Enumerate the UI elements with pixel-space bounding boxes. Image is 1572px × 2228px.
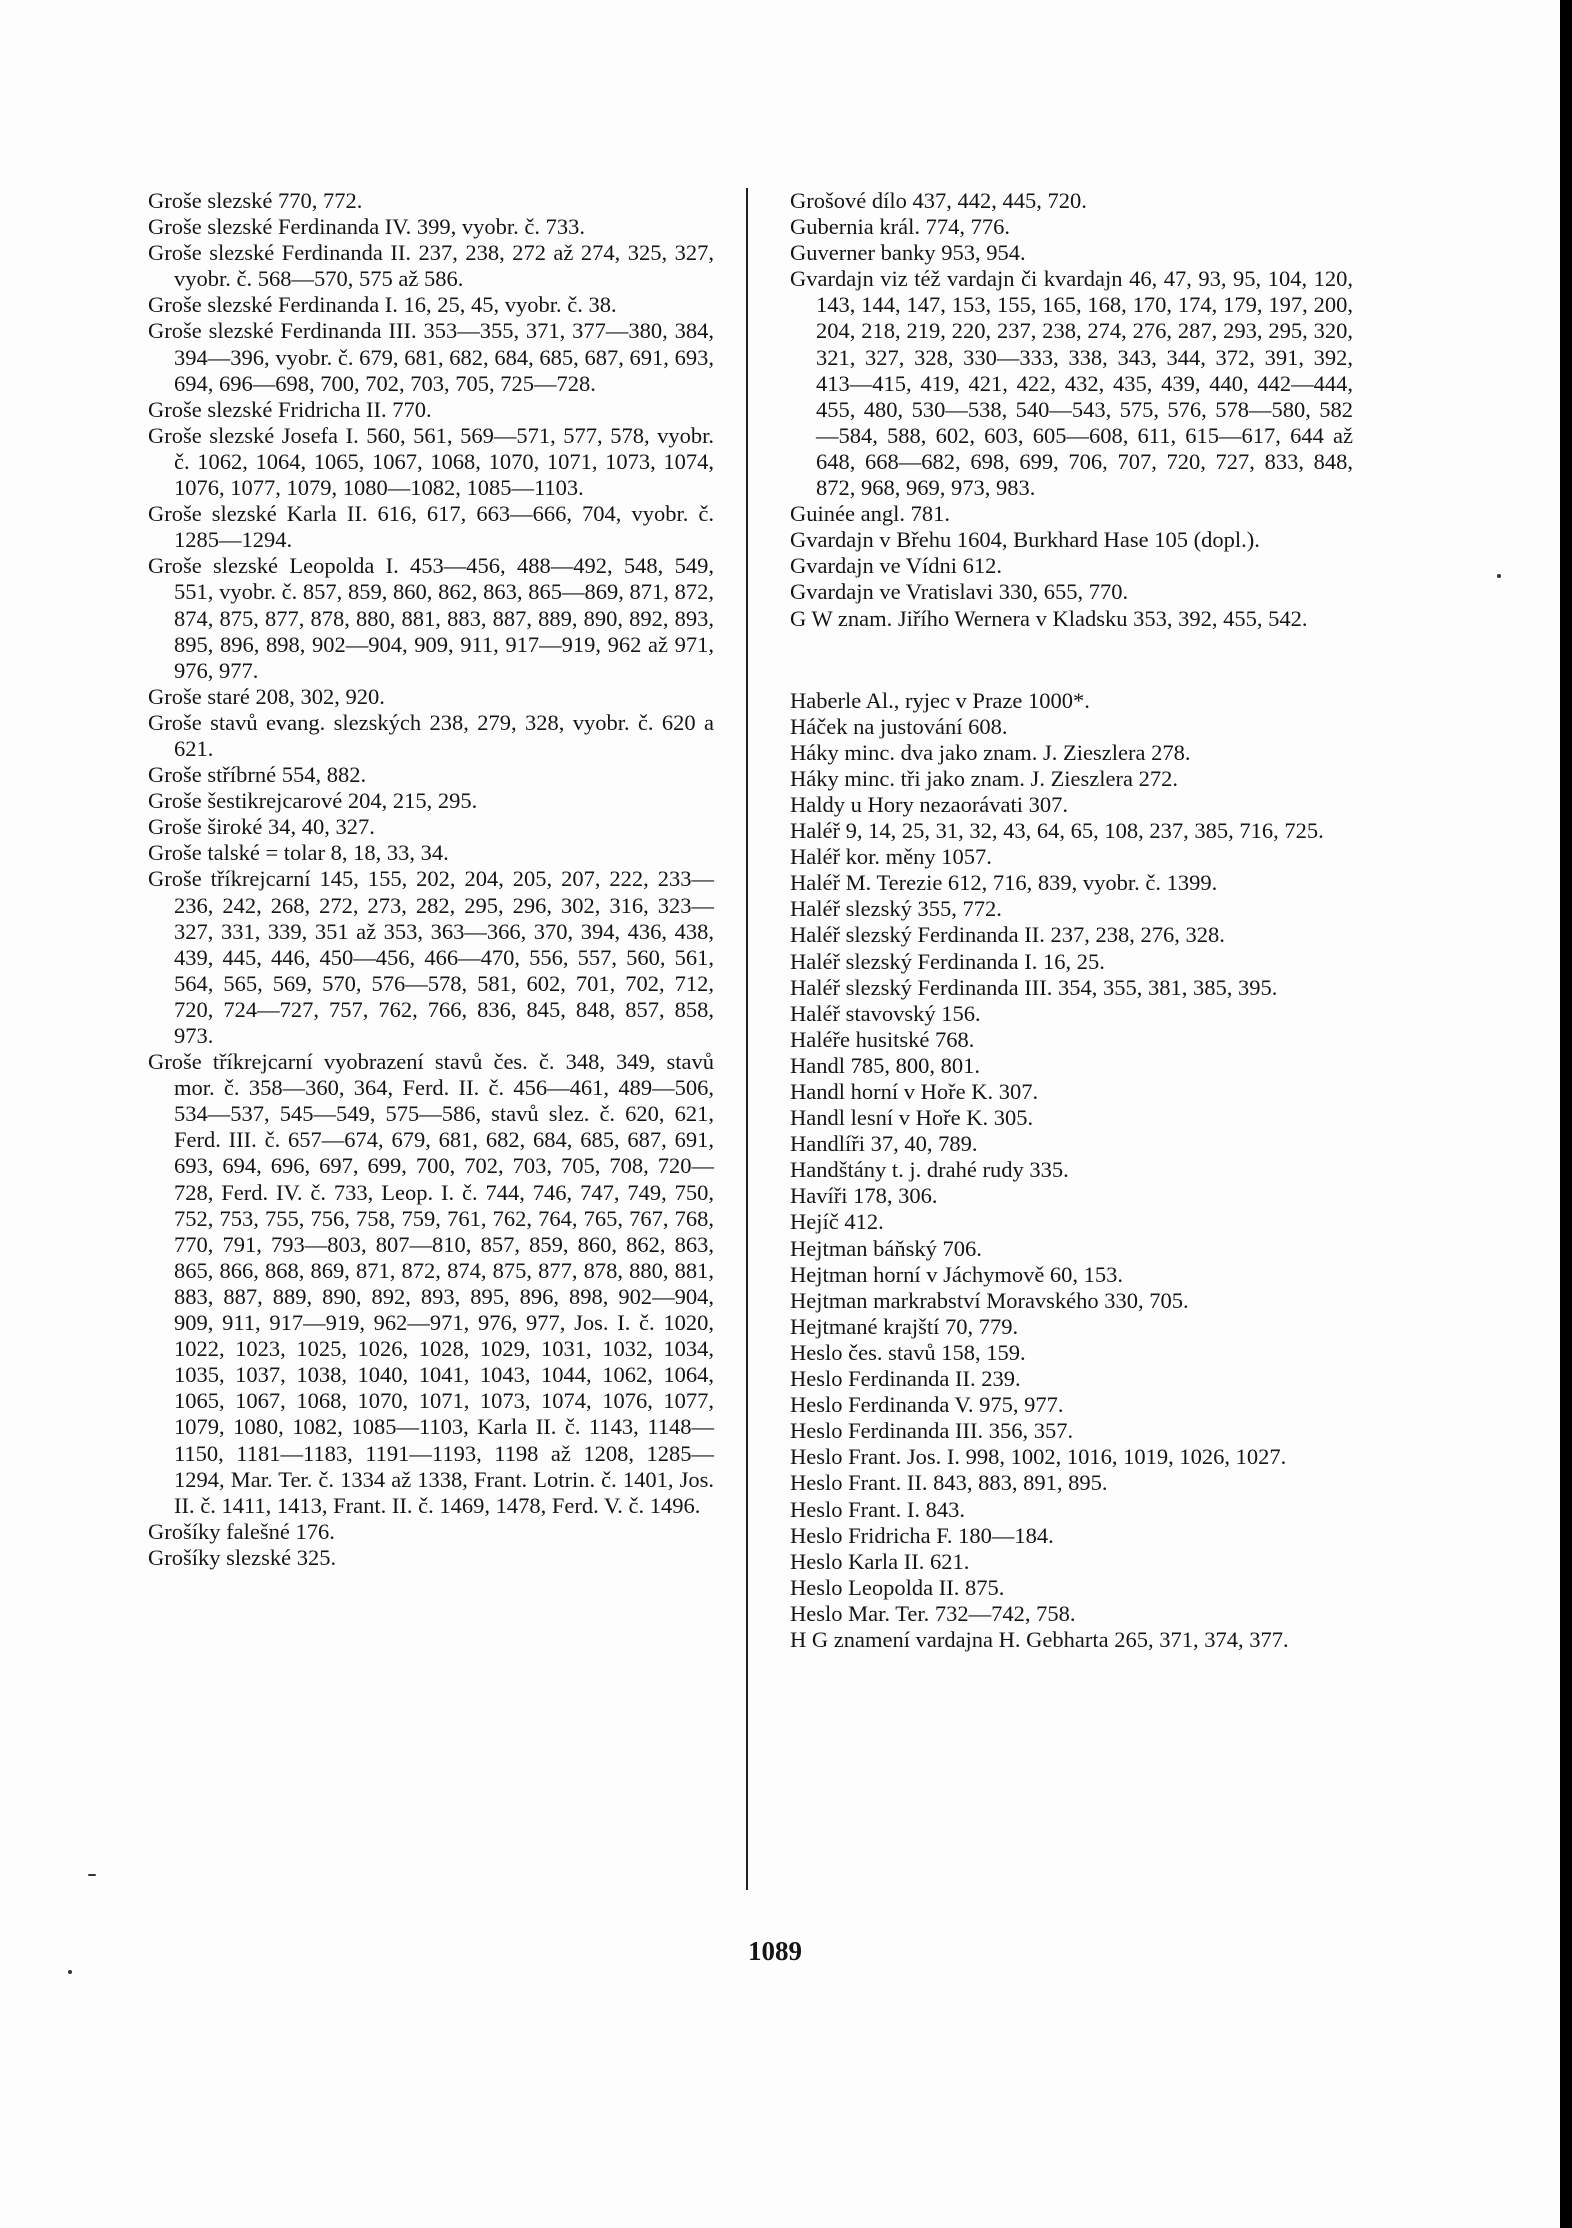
index-entry: Háky minc. tři jako znam. J. Zieszlera 272.	[790, 765, 1179, 791]
index-entry: Heslo Leopolda II. 875.	[790, 1574, 1005, 1600]
index-entry: Gvardajn viz též vardajn či kvardajn 46, 47, 93, 95, 104, 120, 143, 144, 147, 153, 155, 165, 168, 170, 174, 179, 197, 200, 204, 218, 219, 220, 237, 238, 274, 276, 287, 293, 295, 320, 321, 327, 328, 330—333, 338, 343, 344, 372, 391, 392, 413—415, 419, 421, 422, 432, 435, 439, 440, 442—444, 455, 480, 530—538, 540—543, 575, 576, 578—580, 582—584, 588, 602, 603, 605—608, 611, 615—617, 644 až 648, 668—682, 698, 699, 706, 707, 720, 727, 833, 848, 872, 968, 969, 973, 983.	[790, 266, 1353, 501]
index-entry: Groše slezské Ferdinanda IV. 399, vyobr. č. 733.	[148, 214, 586, 240]
index-entry: Hejtman markrabství Moravského 330, 705.	[790, 1287, 1189, 1313]
index-entry: Groše staré 208, 302, 920.	[148, 683, 385, 709]
index-entry: Heslo Karla II. 621.	[790, 1548, 970, 1574]
index-entry: Heslo Mar. Ter. 732—742, 758.	[790, 1600, 1076, 1626]
index-entry: Groše tříkrejcarní vyobrazení stavů čes. č. 348, 349, stavů mor. č. 358—360, 364, Ferd. II. č. 456—461, 489—506, 534—537, 545—549, 575—586, stavů slez. č. 620, 621, Ferd. III. č. 657—674, 679, 681, 682, 684, 685, 687, 691, 693, 694, 696, 697, 699, 700, 702, 703, 705, 708, 720—728, Ferd. IV. č. 733, Leop. I. č. 744, 746, 747, 749, 750, 752, 753, 755, 756, 758, 759, 761, 762, 764, 765, 767, 768, 770, 791, 793—803, 807—810, 857, 859, 860, 862, 863, 865, 866, 868, 869, 871, 872, 874, 875, 877, 878, 880, 881, 883, 887, 889, 890, 892, 893, 895, 896, 898, 902—904, 909, 911, 917—919, 962—971, 976, 977, Jos. I. č. 1020, 1022, 1023, 1025, 1026, 1028, 1029, 1031, 1032, 1034, 1035, 1037, 1038, 1040, 1041, 1043, 1044, 1062, 1064, 1065, 1067, 1068, 1070, 1071, 1073, 1074, 1076, 1077, 1079, 1080, 1082, 1085—1103, Karla II. č. 1143, 1148—1150, 1181—1183, 1191—1193, 1198 až 1208, 1285—1294, Mar. Ter. č. 1334 až 1338, Frant. Lotrin. č. 1401, Jos. II. č. 1411, 1413, Frant. II. č. 1469, 1478, Ferd. V. č. 1496.	[148, 1049, 714, 1518]
index-entry: Heslo Fridricha F. 180—184.	[790, 1522, 1054, 1548]
index-entry: Handštány t. j. drahé rudy 335.	[790, 1157, 1069, 1183]
index-column-right	[790, 188, 1353, 1653]
index-entry: Havíři 178, 306.	[790, 1183, 938, 1209]
index-entry: H G znamení vardajna H. Gebharta 265, 371, 374, 377.	[790, 1626, 1289, 1652]
index-entry: Heslo Frant. II. 843, 883, 891, 895.	[790, 1470, 1108, 1496]
index-entry: Hejtmané krajští 70, 779.	[790, 1313, 1019, 1339]
index-entry: Groše slezské Karla II. 616, 617, 663—666, 704, vyobr. č. 1285—1294.	[148, 501, 714, 553]
index-entry: Haléř slezský 355, 772.	[790, 896, 1002, 922]
index-entry: Groše široké 34, 40, 327.	[148, 814, 375, 840]
index-entry: Haléř slezský Ferdinanda III. 354, 355, 381, 385, 395.	[790, 974, 1278, 1000]
index-column-left	[148, 188, 714, 1571]
index-entry: Hejtman báňský 706.	[790, 1235, 982, 1261]
index-entry: Groše tříkrejcarní 145, 155, 202, 204, 205, 207, 222, 233—236, 242, 268, 272, 273, 282, 295, 296, 302, 316, 323—327, 331, 339, 351 až 353, 363—366, 370, 394, 436, 438, 439, 445, 446, 450—456, 466—470, 556, 557, 560, 561, 564, 565, 569, 570, 576—578, 581, 602, 701, 702, 712, 720, 724—727, 757, 762, 766, 836, 845, 848, 857, 858, 973.	[148, 866, 714, 1048]
index-entry: Guinée angl. 781.	[790, 501, 950, 527]
index-entry: Haberle Al., ryjec v Praze 1000*.	[790, 687, 1090, 713]
index-entry: Handlíři 37, 40, 789.	[790, 1131, 978, 1157]
index-entry: Heslo Ferdinanda V. 975, 977.	[790, 1392, 1064, 1418]
index-entry: Háček na justování 608.	[790, 713, 1008, 739]
index-entry: Grošové dílo 437, 442, 445, 720.	[790, 188, 1087, 213]
index-entry: Groše slezské Ferdinanda I. 16, 25, 45, vyobr. č. 38.	[148, 292, 617, 318]
index-entry: Haléř slezský Ferdinanda II. 237, 238, 276, 328.	[790, 922, 1225, 948]
page-number: 1089	[748, 1936, 802, 1966]
index-entry: Guverner banky 953, 954.	[790, 240, 1026, 266]
index-entry: Handl horní v Hoře K. 307.	[790, 1079, 1039, 1104]
index-entry: Grošíky falešné 176.	[148, 1518, 335, 1544]
index-entry: Hejíč 412.	[790, 1209, 884, 1235]
index-entry: Gubernia král. 774, 776.	[790, 214, 1010, 240]
index-entry: Haléř 9, 14, 25, 31, 32, 43, 64, 65, 108, 237, 385, 716, 725.	[790, 818, 1324, 844]
index-entry: Handl lesní v Hoře K. 305.	[790, 1105, 1034, 1131]
index-entry: Heslo Ferdinanda II. 239.	[790, 1366, 1021, 1392]
index-entry: Groše šestikrejcarové 204, 215, 295.	[148, 788, 478, 814]
index-entry: Groše slezské Fridricha II. 770.	[148, 396, 432, 422]
index-entry: Groše stříbrné 554, 882.	[148, 762, 367, 788]
index-entry: Groše slezské Josefa I. 560, 561, 569—571, 577, 578, vyobr. č. 1062, 1064, 1065, 1067, 1068, 1070, 1071, 1073, 1074, 1076, 1077, 1079, 1080—1082, 1085—1103.	[148, 422, 714, 501]
index-entry: Haléř M. Terezie 612, 716, 839, vyobr. č. 1399.	[790, 870, 1218, 896]
scan-speck	[88, 1874, 96, 1876]
index-entry: Hejtman horní v Jáchymově 60, 153.	[790, 1261, 1124, 1287]
scan-speck	[1497, 574, 1501, 578]
index-entry: Haléř stavovský 156.	[790, 1000, 981, 1026]
index-entry: Groše slezské Ferdinanda III. 353—355, 371, 377—380, 384, 394—396, vyobr. č. 679, 681, 682, 684, 685, 687, 691, 693, 694, 696—698, 700, 702, 703, 705, 725—728.	[148, 318, 714, 396]
index-entry: G W znam. Jiřího Wernera v Kladsku 353, 392, 455, 542.	[790, 605, 1308, 631]
index-entry: Groše slezské Ferdinanda II. 237, 238, 272 až 274, 325, 327, vyobr. č. 568—570, 575 až 586.	[148, 240, 714, 292]
index-entry: Gvardajn ve Vídni 612.	[790, 553, 1003, 579]
index-entry: Haléře husitské 768.	[790, 1026, 975, 1052]
index-entry: Groše slezské 770, 772.	[148, 188, 363, 213]
index-entry: Grošíky slezské 325.	[148, 1544, 337, 1570]
index-entry: Haldy u Hory nezaorávati 307.	[790, 791, 1069, 817]
index-entry: Gvardajn ve Vratislavi 330, 655, 770.	[790, 579, 1129, 605]
index-entry: Gvardajn v Břehu 1604, Burkhard Hase 105 (dopl.).	[790, 527, 1260, 553]
index-entry: Heslo Ferdinanda III. 356, 357.	[790, 1418, 1074, 1444]
index-entry: Groše talské = tolar 8, 18, 33, 34.	[148, 840, 449, 866]
column-divider	[746, 188, 748, 1890]
index-entry: Haléř kor. měny 1057.	[790, 844, 992, 870]
index-entry: Heslo Frant. I. 843.	[790, 1496, 965, 1522]
index-entry: Groše slezské Leopolda I. 453—456, 488—492, 548, 549, 551, vyobr. č. 857, 859, 860, 862, 863, 865—869, 871, 872, 874, 875, 877, 878, 880, 881, 883, 887, 889, 890, 892, 893, 895, 896, 898, 902—904, 909, 911, 917—919, 962 až 971, 976, 977.	[148, 553, 714, 683]
index-entry: Haléř slezský Ferdinanda I. 16, 25.	[790, 948, 1105, 974]
index-entry: Groše stavů evang. slezských 238, 279, 328, vyobr. č. 620 a 621.	[148, 709, 714, 761]
scan-speck	[68, 1970, 72, 1974]
index-entry: Handl 785, 800, 801.	[790, 1052, 980, 1078]
scan-border	[1560, 0, 1572, 2228]
index-entry: Háky minc. dva jako znam. J. Zieszlera 278.	[790, 739, 1191, 765]
index-entry: Heslo Frant. Jos. I. 998, 1002, 1016, 1019, 1026, 1027.	[790, 1444, 1287, 1470]
index-entry: Heslo čes. stavů 158, 159.	[790, 1339, 1026, 1365]
